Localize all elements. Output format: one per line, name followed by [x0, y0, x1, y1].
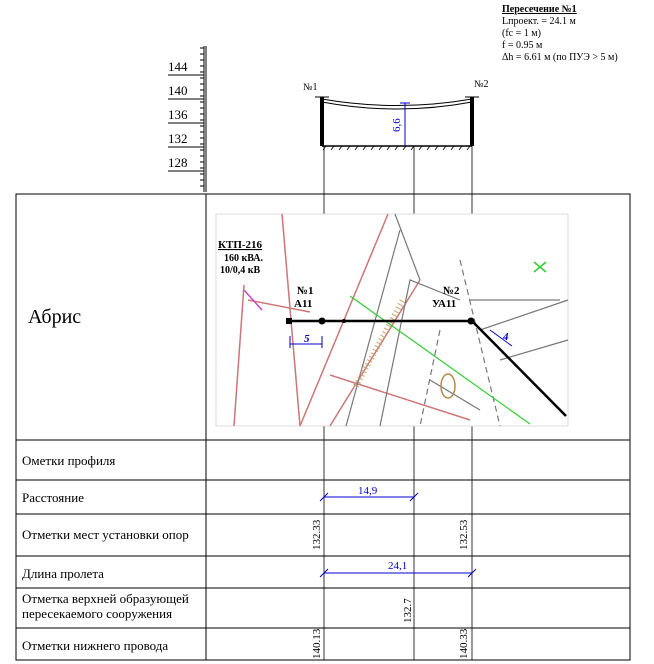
abris-dim-left: 5 — [304, 333, 310, 345]
pole1-profile-label: №1 — [303, 82, 318, 93]
abris-label: Абрис — [28, 306, 82, 328]
fc-value: (fc = 1 м) — [502, 28, 541, 39]
scale-tick-128: 128 — [168, 155, 188, 170]
structure-top-mark: 132.7 — [402, 598, 414, 623]
lower-wire-mark-1: 140.13 — [311, 628, 323, 659]
row-structure-top: Отметка верхней образующей пересекаемого сооружения — [22, 591, 189, 621]
abris-dim-right: 4 — [503, 331, 509, 343]
support-mark-2: 132.53 — [458, 519, 470, 550]
ktp-voltage: 10/0,4 кВ — [220, 265, 261, 276]
sag-value: f = 0.95 м — [502, 40, 543, 51]
row-distance: Расстояние — [22, 490, 84, 505]
span-length-value: 24,1 — [388, 560, 408, 572]
row-lower-wire: Отметки нижнего провода — [22, 638, 169, 653]
span-profile — [303, 79, 489, 150]
clearance-value: Δh = 6.61 м (по ПУЭ > 5 м) — [502, 52, 618, 63]
distance-value: 14,9 — [358, 485, 378, 497]
pole2-marker — [468, 318, 475, 325]
row-profile-marks: Ометки профиля — [22, 453, 116, 468]
pole2-abris-type: УА11 — [432, 298, 457, 310]
scale-tick-136: 136 — [168, 107, 188, 122]
table-values — [311, 485, 476, 659]
abris-map — [216, 214, 568, 426]
scale-tick-140: 140 — [168, 83, 188, 98]
ktp-power: 160 кВА. — [224, 253, 264, 264]
pole1-marker — [319, 318, 326, 325]
clearance-label: 6,6 — [391, 118, 403, 132]
pole1-abris-type: А11 — [294, 298, 313, 310]
crossing-title: Пересечение №1 — [502, 4, 577, 15]
design-length: Lпроект. = 24.1 м — [502, 16, 576, 27]
support-mark-1: 132.33 — [311, 519, 323, 550]
scale-tick-144: 144 — [168, 59, 188, 74]
pole2-profile-label: №2 — [474, 79, 489, 90]
row-span-length: Длина пролета — [22, 566, 104, 581]
lower-wire-mark-2: 140.33 — [458, 628, 470, 659]
pole2-abris-number: №2 — [443, 285, 460, 297]
upper-wire — [322, 99, 472, 106]
scale-tick-132: 132 — [168, 131, 188, 146]
row-support-marks: Отметки мест установки опор — [22, 527, 189, 542]
pole1-abris-number: №1 — [297, 285, 314, 297]
ktp-label: КТП-216 — [218, 239, 263, 251]
